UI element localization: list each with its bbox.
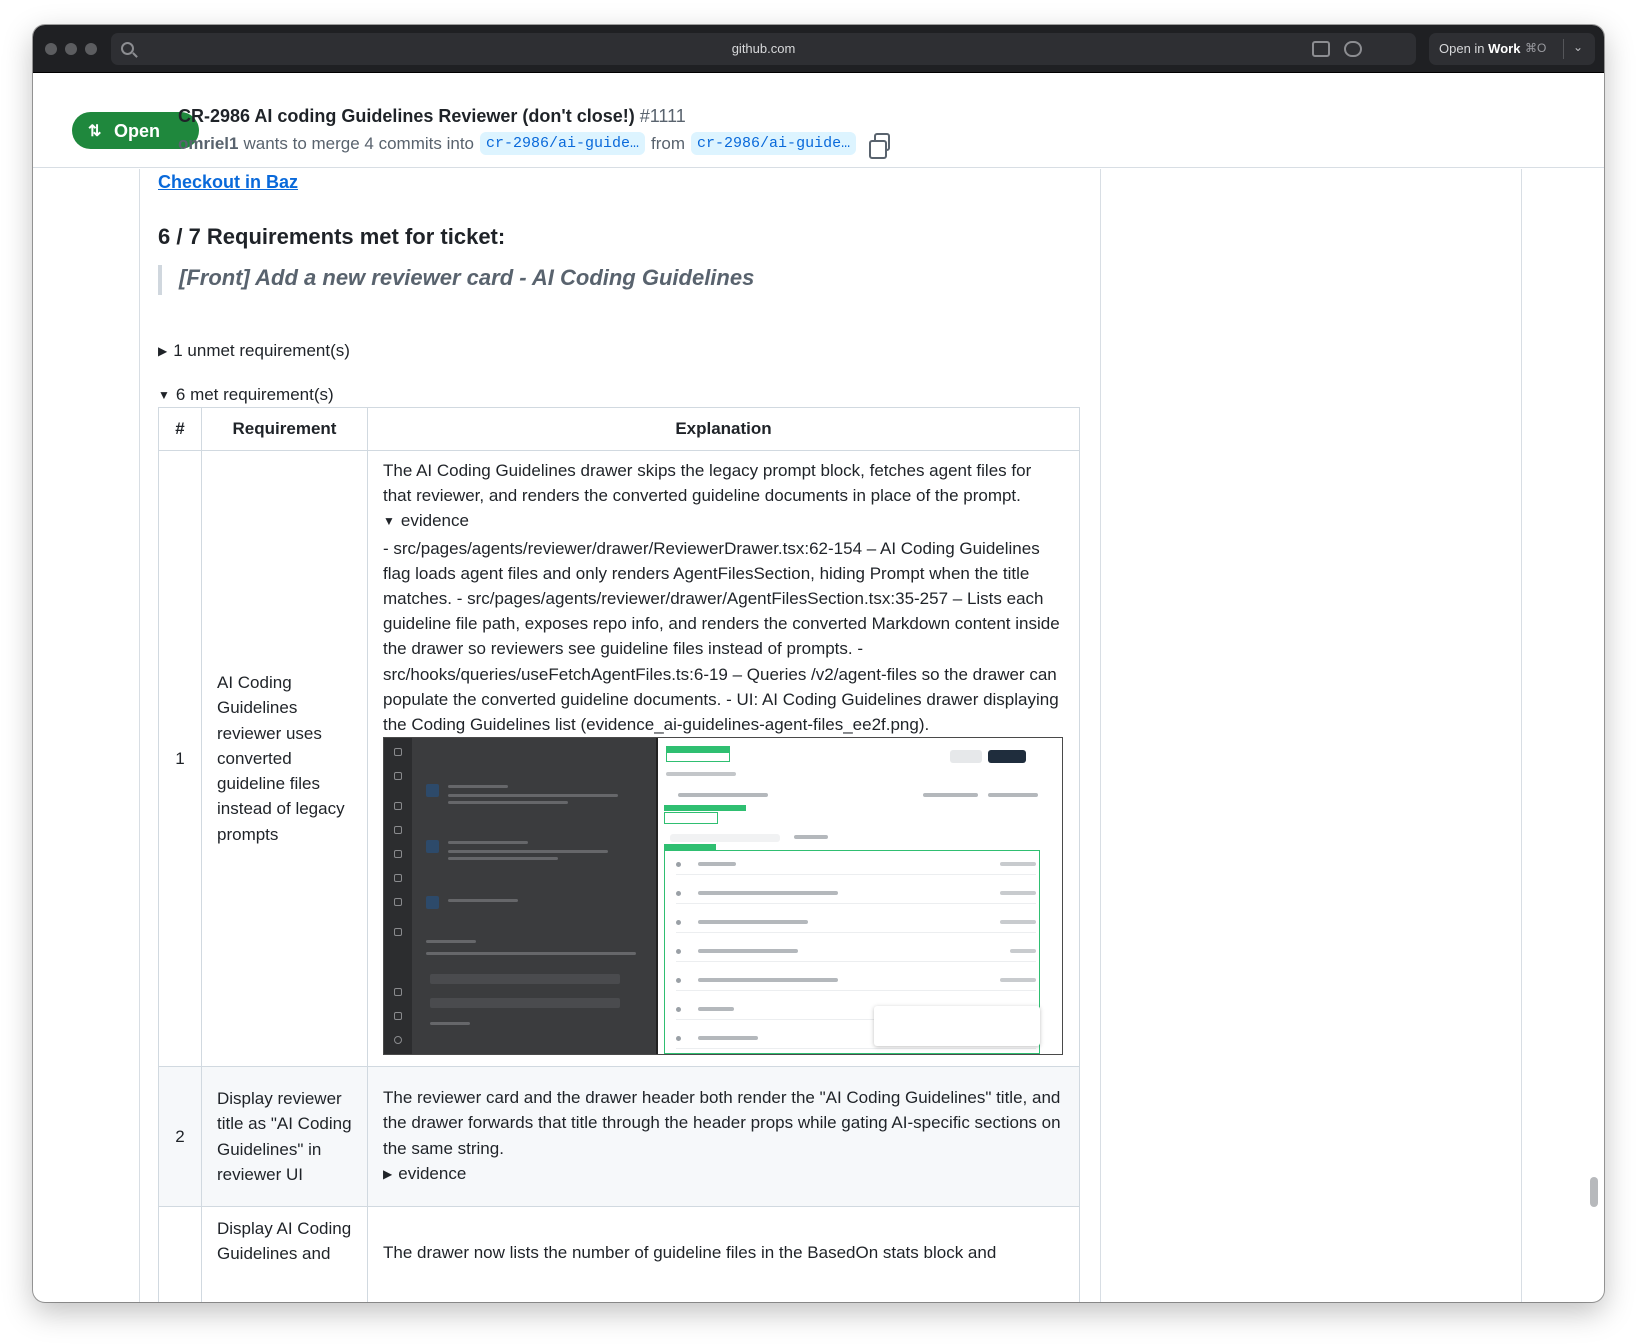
pr-merge-summary: [178, 132, 890, 155]
explanation-text: The drawer now lists the number of guideline files in the BasedOn stats block and: [383, 1243, 997, 1262]
row-requirement: Display reviewer title as "AI Coding Guidelines" in reviewer UI: [202, 1067, 368, 1207]
agents-list-panel: [412, 738, 656, 1054]
pr-title: [178, 106, 686, 127]
close-window-button[interactable]: [45, 43, 57, 55]
evidence-toggle[interactable]: [383, 508, 1064, 535]
pr-author[interactable]: omriel1: [178, 133, 239, 153]
app-sidebar: [384, 738, 412, 1054]
pr-state-label: Open: [114, 121, 161, 141]
divider: [1521, 169, 1522, 1302]
row-explanation: [368, 1067, 1080, 1207]
triangle-down-icon: ▼: [158, 388, 170, 402]
row-number: 1: [159, 451, 202, 1067]
evidence-label: evidence: [398, 1163, 467, 1183]
triangle-right-icon: ▶: [158, 344, 168, 358]
row-explanation: [368, 451, 1080, 1067]
column-header-requirement: Requirement: [202, 408, 368, 451]
met-summary-label: 6 met requirement(s): [175, 385, 334, 404]
table-header-row: [159, 408, 1080, 451]
open-in-work-button[interactable]: [1429, 33, 1595, 65]
explanation-text: The AI Coding Guidelines drawer skips the legacy prompt block, fetches agent files for that reviewer, and renders the converted guideline documents in place of the prompt.: [383, 461, 1032, 506]
row-number: 2: [159, 1067, 202, 1207]
evidence-label: evidence: [400, 511, 469, 531]
zoom-window-button[interactable]: [85, 43, 97, 55]
unmet-summary-label: 1 unmet requirement(s): [173, 341, 350, 360]
pr-number: #1111: [639, 106, 686, 126]
evidence-toggle[interactable]: [383, 1161, 1064, 1188]
window-controls: [45, 43, 97, 55]
link-icon[interactable]: [1344, 41, 1362, 57]
met-requirements-summary[interactable]: [158, 385, 334, 405]
head-branch[interactable]: cr-2986/ai-guide…: [691, 132, 856, 155]
row-requirement: Display AI Coding Guidelines and: [202, 1207, 368, 1303]
pr-title-text: CR-2986 AI coding Guidelines Reviewer (don't close!): [178, 106, 635, 126]
pr-conversation: [33, 169, 1604, 1302]
scrollbar[interactable]: [1590, 1177, 1598, 1207]
from-text: from: [651, 133, 686, 153]
unmet-requirements-summary[interactable]: [158, 341, 350, 361]
merge-text: wants to merge 4 commits into: [243, 133, 475, 153]
open-in-label: Open in: [1439, 41, 1485, 56]
copy-icon[interactable]: [874, 133, 890, 151]
table-row: [159, 1067, 1080, 1207]
open-in-target: Work: [1488, 41, 1521, 56]
evidence-text: - src/pages/agents/reviewer/drawer/ReviewerDrawer.tsx:62-154 – AI Coding Guidelines flag loads agent files and only renders AgentFilesSection, hiding Prompt when the title matches. - src/pages/agents/reviewer/drawer/AgentFilesSection.tsx:35-257 – Lists each guideline file path, exposes repo info, and renders the converted Markdown content inside the drawer so reviewers see guideline files instead of prompts. - src/hooks/queries/useFetchAgentFiles.ts:6-19 – Queries /v2/agent-files so the drawer can populate the converted guideline documents. - UI: AI Coding Guidelines drawer displaying the Coding Guidelines list (evidence_ai-guidelines-agent-files_ee2f.png).: [383, 538, 1060, 735]
open-in-shortcut: ⌘O: [1525, 41, 1547, 55]
chevron-down-icon[interactable]: ⌄: [1573, 40, 1584, 54]
reader-icon[interactable]: [1312, 41, 1330, 57]
minimize-window-button[interactable]: [65, 43, 77, 55]
table-row: [159, 1207, 1080, 1303]
base-branch[interactable]: cr-2986/ai-guide…: [480, 132, 645, 155]
divider: [1563, 39, 1564, 59]
triangle-down-icon: ▼: [383, 514, 395, 529]
row-number: [159, 1207, 202, 1303]
checkout-in-baz-link[interactable]: Checkout in Baz: [158, 172, 299, 192]
requirements-heading: 6 / 7 Requirements met for ticket:: [158, 224, 506, 249]
column-header-number: #: [159, 408, 202, 451]
reviewer-drawer-preview: [656, 738, 1062, 1054]
column-header-explanation: Explanation: [368, 408, 1080, 451]
pr-sticky-header: [33, 73, 1604, 168]
row-explanation: [368, 1207, 1080, 1303]
pull-request-icon: ⇅: [88, 123, 102, 140]
explanation-text: The reviewer card and the drawer header both render the "AI Coding Guidelines" title, and the drawer forwards that title through the header props while gating AI-specific sections on the same string.: [383, 1088, 1061, 1158]
browser-window: [33, 25, 1604, 1302]
evidence-screenshot[interactable]: [383, 737, 1063, 1055]
table-row: [159, 451, 1080, 1067]
row-requirement: AI Coding Guidelines reviewer uses converted guideline files instead of legacy prompts: [202, 451, 368, 1067]
ticket-title-quote: [Front] Add a new reviewer card - AI Coding Guidelines: [158, 265, 754, 295]
address-bar[interactable]: [111, 33, 1416, 65]
requirements-table: [158, 407, 1080, 1302]
address-bar-url: github.com: [731, 41, 796, 56]
browser-titlebar: [33, 25, 1604, 73]
triangle-right-icon: ▶: [383, 1166, 393, 1181]
